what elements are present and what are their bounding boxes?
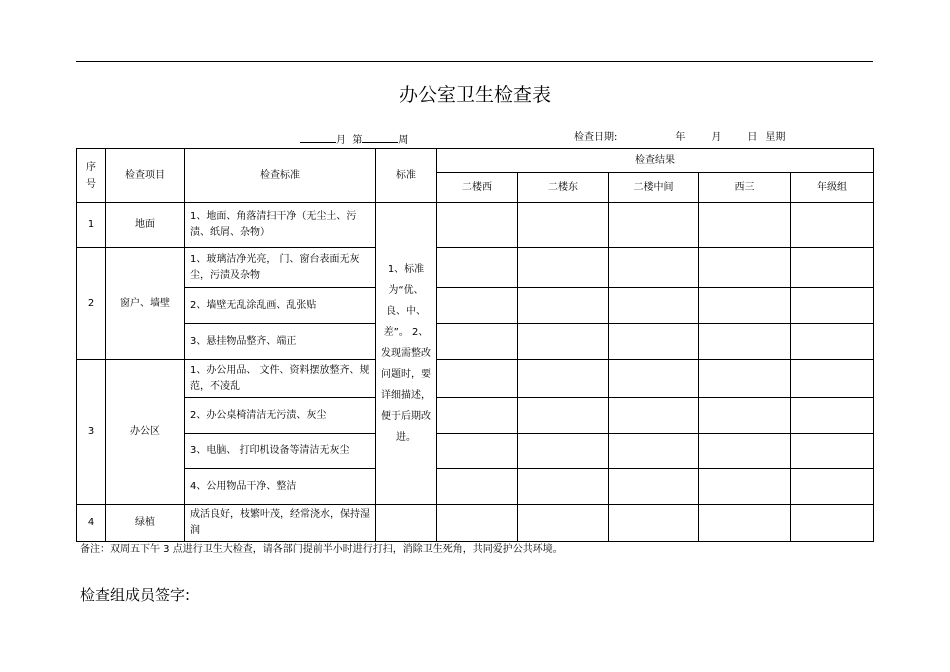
result-cell[interactable] [699, 248, 791, 288]
result-col-header: 年级组 [791, 173, 874, 203]
row-seq: 3 [77, 360, 106, 505]
result-cell[interactable] [518, 288, 609, 324]
result-cell[interactable] [791, 469, 874, 505]
row-standard: 1、办公用品、 文件、资料摆放整齐、规范，不凌乱 [185, 360, 376, 398]
header-standard: 检查标准 [185, 149, 376, 203]
week-label: 周 [398, 135, 409, 146]
result-cell[interactable] [437, 248, 518, 288]
result-cell[interactable] [699, 505, 791, 542]
result-col-header: 西三 [699, 173, 791, 203]
row-standard: 3、悬挂物品整齐、端正 [185, 324, 376, 360]
header-criteria: 标准 [376, 149, 437, 203]
result-cell[interactable] [609, 324, 699, 360]
row-standard: 2、办公桌椅清洁无污渍、灰尘 [185, 398, 376, 434]
table-row [77, 248, 874, 288]
result-cell[interactable] [699, 434, 791, 469]
result-cell[interactable] [609, 398, 699, 434]
table-row [77, 203, 874, 248]
top-rule [76, 61, 873, 62]
result-col-header: 二楼东 [518, 173, 609, 203]
result-cell[interactable] [791, 203, 874, 248]
result-cell[interactable] [518, 469, 609, 505]
result-col-header: 二楼西 [437, 173, 518, 203]
header-seq: 序号 [77, 149, 106, 203]
result-cell[interactable] [609, 505, 699, 542]
table-row [77, 434, 874, 469]
row-seq: 4 [77, 505, 106, 542]
result-cell[interactable] [518, 434, 609, 469]
result-cell[interactable] [437, 203, 518, 248]
result-cell[interactable] [791, 324, 874, 360]
row-item: 绿植 [106, 505, 185, 542]
table-row [77, 324, 874, 360]
month-label: 月 [336, 135, 346, 146]
inspection-table [76, 148, 874, 542]
footnote: 备注：双周五下午 3 点进行卫生大检查，请各部门提前半小时进行打扫，消除卫生死角，共同爱护公共环境。 [80, 544, 563, 555]
result-cell[interactable] [518, 398, 609, 434]
result-cell[interactable] [518, 203, 609, 248]
row-seq: 1 [77, 203, 106, 248]
result-cell[interactable] [437, 360, 518, 398]
result-cell[interactable] [699, 288, 791, 324]
row-standard: 2、墙壁无乱涂乱画、乱张贴 [185, 288, 376, 324]
result-cell[interactable] [609, 360, 699, 398]
result-cell[interactable] [437, 288, 518, 324]
result-cell[interactable] [518, 360, 609, 398]
row-standard: 1、地面、角落清扫干净（无尘土、污渍、纸屑、杂物） [185, 203, 376, 248]
result-cell[interactable] [791, 505, 874, 542]
table-row [77, 505, 874, 542]
result-cell[interactable] [699, 360, 791, 398]
result-cell[interactable] [791, 248, 874, 288]
result-cell[interactable] [518, 505, 609, 542]
result-cell[interactable] [437, 324, 518, 360]
result-cell[interactable] [437, 398, 518, 434]
row-standard: 3、电脑、 打印机设备等清洁无灰尘 [185, 434, 376, 469]
result-cell[interactable] [518, 248, 609, 288]
row-standard: 4、公用物品干净、整洁 [185, 469, 376, 505]
result-cell[interactable] [699, 469, 791, 505]
row-item: 地面 [106, 203, 185, 248]
page-title: 办公室卫生检查表 [398, 84, 551, 106]
table-row [77, 360, 874, 398]
row-item: 办公区 [106, 360, 185, 505]
result-cell[interactable] [791, 434, 874, 469]
result-cell[interactable] [518, 324, 609, 360]
result-cell[interactable] [609, 434, 699, 469]
month2-label: 月 [711, 132, 722, 143]
day-label: 日 [747, 132, 758, 143]
month-blank[interactable] [300, 131, 336, 143]
row-standard: 1、玻璃洁净光亮， 门、窗台表面无灰尘，污渍及杂物 [185, 248, 376, 288]
year-label: 年 [675, 132, 686, 143]
result-cell[interactable] [609, 288, 699, 324]
result-cell[interactable] [791, 360, 874, 398]
week-line [300, 131, 408, 148]
result-cell[interactable] [699, 324, 791, 360]
result-cell[interactable] [437, 434, 518, 469]
result-col-header: 二楼中间 [609, 173, 699, 203]
result-cell[interactable] [609, 248, 699, 288]
check-date-line [574, 131, 785, 145]
result-cell[interactable] [437, 505, 518, 542]
result-cell[interactable] [609, 469, 699, 505]
result-cell[interactable] [699, 203, 791, 248]
result-cell[interactable] [609, 203, 699, 248]
row-item: 窗户、墙壁 [106, 248, 185, 360]
result-cell[interactable] [699, 398, 791, 434]
week-blank[interactable] [362, 131, 398, 143]
row-seq: 2 [77, 248, 106, 360]
result-cell[interactable] [437, 469, 518, 505]
week-prefix: 第 [352, 135, 363, 146]
table-row [77, 288, 874, 324]
row-standard: 成活良好，枝繁叶茂，经常浇水，保持湿润 [185, 505, 376, 542]
header-item: 检查项目 [106, 149, 185, 203]
weekday-label: 星期 [765, 132, 786, 143]
header-row-1 [77, 149, 874, 173]
table-row [77, 469, 874, 505]
result-cell[interactable] [791, 288, 874, 324]
criteria-cell: 1、标准为“优、良、中、差”。 2、发现需整改问题时，要详细描述，便于后期改进。 [376, 203, 437, 505]
check-date-label: 检查日期: [574, 132, 618, 143]
signature-label: 检查组成员签字: [80, 586, 191, 604]
table-row [77, 398, 874, 434]
header-results: 检查结果 [437, 149, 874, 173]
result-cell[interactable] [791, 398, 874, 434]
criteria-cell-bottom [376, 505, 437, 542]
